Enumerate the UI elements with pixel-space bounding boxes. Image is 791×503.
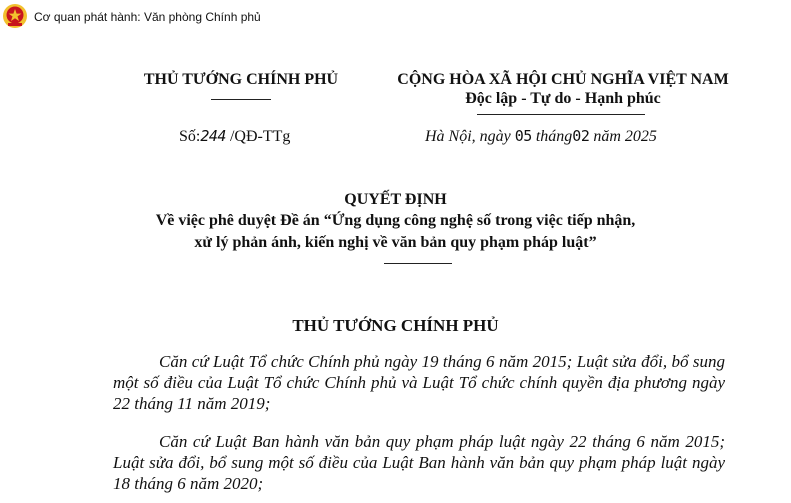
national-emblem-icon (2, 3, 28, 29)
authority-heading: THỦ TƯỚNG CHÍNH PHỦ (292, 316, 499, 335)
country-name: CỘNG HÒA XÃ HỘI CHỦ NGHĨA VIỆT NAM (397, 71, 729, 88)
national-motto: Độc lập - Tự do - Hạnh phúc (465, 90, 661, 107)
legal-basis-paragraph-2: Căn cứ Luật Ban hành văn bản quy phạm pháp luật ngày 22 tháng 6 năm 2015; Luật sửa đổi, bổ sung một số điều của Luật Ban hành văn bản quy phạm pháp luật ngày 18 tháng 6 năm 2020; (113, 432, 725, 493)
subject-line-1: Về việc phê duyệt Đề án “Ứng dụng công nghệ số trong việc tiếp nhận, (155, 212, 636, 229)
issuer-label: Cơ quan phát hành: Văn phòng Chính phủ (34, 10, 261, 24)
date-month-label: tháng (535, 128, 573, 145)
number-prefix: Số: (179, 128, 201, 145)
issuer-bar (0, 0, 791, 36)
agency-name: THỦ TƯỚNG CHÍNH PHỦ (143, 71, 339, 88)
document-type: QUYẾT ĐỊNH (344, 191, 447, 208)
subject-line-2: xử lý phản ánh, kiến nghị về văn bản quy phạm pháp luật” (194, 234, 597, 251)
motto-underline (477, 114, 645, 115)
date-day: 05 (514, 127, 532, 145)
title-underline (384, 263, 452, 264)
date-prefix: Hà Nội, ngày (425, 128, 511, 145)
date-month: 02 (572, 127, 590, 145)
date-year: năm 2025 (593, 128, 657, 145)
number-suffix: /QĐ-TTg (229, 128, 291, 145)
issue-date (425, 127, 657, 146)
document-number (179, 127, 290, 146)
agency-underline (211, 99, 271, 100)
number-value: 244 (200, 127, 226, 145)
legal-basis-paragraph-1: Căn cứ Luật Tổ chức Chính phủ ngày 19 tháng 6 năm 2015; Luật sửa đổi, bổ sung một số điều của Luật Tổ chức Chính phủ và Luật Tổ chức chính quyền địa phương ngày 22 tháng 11 năm 2019; (113, 352, 725, 413)
